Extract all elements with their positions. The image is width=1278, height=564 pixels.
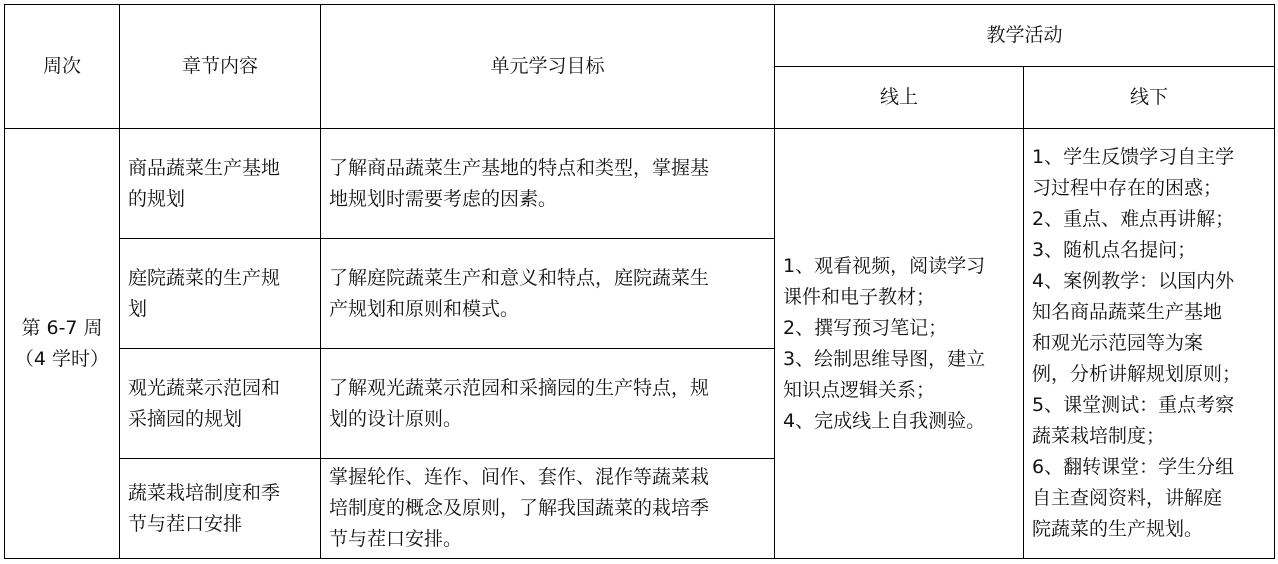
offline-line: 2、重点、难点再讲解； — [1032, 208, 1235, 230]
header-offline: 线下 — [1024, 67, 1275, 129]
goal-line: 节与茬口安排。 — [329, 528, 463, 550]
offline-line: 6、翻转课堂：学生分组 — [1032, 456, 1235, 478]
goal-line: 划的设计原则。 — [329, 407, 463, 430]
header-goal: 单元学习目标 — [321, 5, 775, 129]
offline-line: 和观光示范园等为案 — [1032, 332, 1204, 354]
online-line: 1、观看视频，阅读学习 — [783, 254, 986, 277]
offline-line: 习过程中存在的困惑； — [1032, 177, 1223, 199]
offline-activity-cell — [1024, 129, 1275, 559]
goal-line: 地规划时需要考虑的因素。 — [329, 187, 558, 210]
goal-line: 掌握轮作、连作、间作、套作、混作等蔬菜栽 — [329, 466, 710, 488]
header-week: 周次 — [5, 5, 120, 129]
offline-line: 自主查阅资料，讲解庭 — [1032, 487, 1223, 509]
goal-line: 了解商品蔬菜生产基地的特点和类型，掌握基 — [329, 156, 710, 179]
week-hours: （4 学时） — [14, 347, 110, 370]
goal-line: 了解观光蔬菜示范园和采摘园的生产特点，规 — [329, 376, 710, 399]
goal-cell — [321, 239, 775, 349]
goal-line: 产规划和原则和模式。 — [329, 297, 520, 320]
offline-line: 3、随机点名提问； — [1032, 239, 1197, 261]
header-activity: 教学活动 — [775, 5, 1275, 67]
online-line: 2、撰写预习笔记； — [783, 316, 948, 339]
offline-line: 5、课堂测试：重点考察 — [1032, 394, 1235, 416]
header-chapter: 章节内容 — [120, 5, 321, 129]
chapter-line: 商品蔬菜生产基地 — [128, 156, 281, 179]
week-label: 第 6-7 周 — [21, 316, 103, 339]
online-line: 4、完成线上自我测验。 — [783, 409, 986, 432]
offline-line: 4、案例教学：以国内外 — [1032, 270, 1235, 292]
chapter-line: 采摘园的规划 — [128, 407, 243, 430]
goal-cell — [321, 129, 775, 239]
chapter-line: 的规划 — [128, 187, 186, 210]
goal-line: 了解庭院蔬菜生产和意义和特点，庭院蔬菜生 — [329, 266, 710, 289]
chapter-cell — [120, 239, 321, 349]
goal-cell — [321, 459, 775, 559]
chapter-cell — [120, 129, 321, 239]
chapter-cell — [120, 349, 321, 459]
goal-line: 培制度的概念及原则，了解我国蔬菜的栽培季 — [329, 497, 710, 519]
offline-line: 知名商品蔬菜生产基地 — [1032, 301, 1223, 323]
chapter-cell — [120, 459, 321, 559]
offline-line: 例，分析讲解规划原则； — [1032, 363, 1242, 385]
header-online: 线上 — [775, 67, 1024, 129]
week-cell — [5, 129, 120, 559]
goal-cell — [321, 349, 775, 459]
chapter-line: 蔬菜栽培制度和季 — [128, 481, 281, 504]
online-line: 知识点逻辑关系； — [783, 378, 936, 401]
offline-line: 1、学生反馈学习自主学 — [1032, 146, 1235, 168]
chapter-line: 划 — [128, 297, 148, 320]
online-line: 3、绘制思维导图，建立 — [783, 347, 986, 370]
chapter-line: 庭院蔬菜的生产规 — [128, 266, 281, 289]
online-line: 课件和电子教材； — [783, 285, 936, 308]
online-activity-cell — [775, 129, 1024, 559]
teaching-plan-table — [4, 4, 1275, 559]
chapter-line: 观光蔬菜示范园和 — [128, 376, 281, 399]
table-row — [5, 129, 1275, 239]
offline-line: 院蔬菜的生产规划。 — [1032, 518, 1204, 540]
offline-line: 蔬菜栽培制度； — [1032, 425, 1166, 447]
chapter-line: 节与茬口安排 — [128, 512, 243, 535]
